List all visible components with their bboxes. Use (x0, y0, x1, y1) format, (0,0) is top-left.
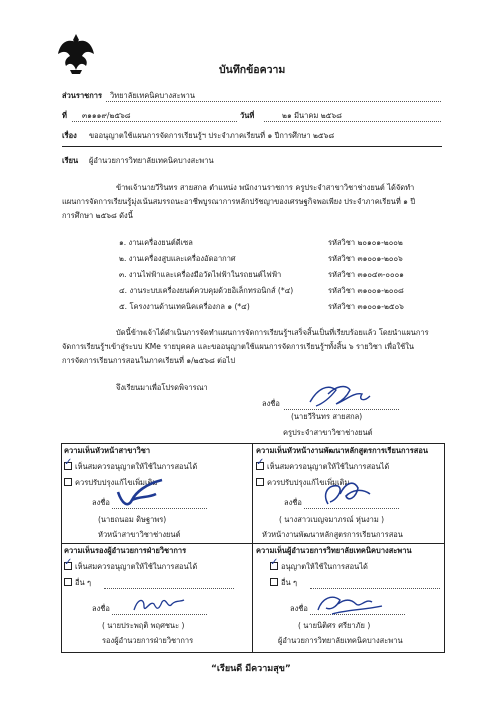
course-code: รหัสวิชา ๒๐๑๐๑-๒๐๐๒ (328, 238, 403, 247)
approve-checkbox[interactable] (270, 557, 279, 570)
approve-option-label: เห็นสมควรอนุญาตให้ใช้ในการสอนได้ (75, 562, 198, 571)
signer-position: หัวหน้าสาขาวิชาช่างยนต์ (98, 530, 181, 539)
opinion-heading: ความเห็นรองผู้อำนวยการฝ่ายวิชาการ (64, 546, 187, 555)
para1-line1: ข้าพเจ้านายวีรินทร สายสกล ตำแหน่ง พนักงานราชการ ครูประจำสาขาวิชาช่างยนต์ ได้จัดทำ (116, 183, 415, 192)
signer-name: ( นางสาวเบญจมาภรณ์ หุ่นงาม ) (279, 515, 385, 524)
course-code: รหัสวิชา ๓๑๐๔๓-๐๐๐๑ (328, 270, 404, 279)
doc-number-value: ๓๑๑๑๙/๒๕๖๘ (82, 111, 131, 120)
course-item: ๔. งานระบบเครื่องยนต์ควบคุมด้วยอิเล็กทรอนิกส์ (*๔) (119, 286, 294, 295)
dept-label: ส่วนราชการ (62, 91, 103, 100)
to-label: เรียน (62, 156, 79, 165)
sign-label: ลงชื่อ (284, 498, 302, 507)
sign-label: ลงชื่อ (262, 399, 280, 408)
approve-option-label: อนุญาตให้ใช้ในการสอนได้ (281, 562, 368, 571)
approve-checkbox[interactable] (64, 457, 73, 470)
handwritten-signature-icon (312, 590, 388, 618)
para2-line1: บัดนี้ข้าพเจ้าได้ดำเนินการจัดทำแผนการจัดการเรียนรู้ฯเสร็จสิ้นเป็นที่เรียบร้อยแล้ว โดยนำแผนการ (116, 328, 429, 337)
para2-line2: จัดการเรียนรู้ฯเข้าสู่ระบบ KMe รายบุคคล และขออนุญาตใช้แผนการจัดการเรียนรู้ฯทั้งสิ้น ๖ รายวิชา เพื่อใช้ใน (62, 342, 415, 351)
checkmark-icon: ✓ (270, 557, 279, 568)
course-item: ๕. โครงงานด้านเทคนิคเครื่องกล ๑ (*๔) (119, 302, 250, 311)
para2-line3: การจัดการเรียนการสอนในภาคเรียนที่ ๑/๒๕๖๘ ต่อไป (62, 356, 236, 365)
handwritten-signature-icon (318, 476, 378, 510)
course-item: ๒. งานเครื่องสูบและเครื่องอัดอากาศ (119, 254, 236, 263)
handwritten-signature-icon (130, 592, 190, 618)
signer-position: หัวหน้างานพัฒนาหลักสูตรการเรียนการสอน (262, 530, 403, 539)
approve-option-label: เห็นสมควรอนุญาตให้ใช้ในการสอนได้ (267, 462, 390, 471)
approve-checkbox[interactable] (64, 557, 73, 570)
handwritten-signature-icon (306, 380, 376, 412)
course-item: ๓. งานไฟฟ้าและเครื่องมือวัดไฟฟ้าในรถยนต์ไฟฟ้า (119, 270, 282, 279)
closing-text: จึงเรียนมาเพื่อโปรดพิจารณา (116, 383, 208, 392)
signer-position: รองผู้อำนวยการฝ่ายวิชาการ (102, 636, 194, 645)
subject-label: เรื่อง (62, 131, 77, 140)
opinion-heading: ความเห็นหัวหน้างานพัฒนาหลักสูตรการเรียนการสอน (256, 446, 428, 455)
sign-label: ลงชื่อ (92, 498, 110, 507)
opinion-heading: ความเห็นหัวหน้าสาขาวิชา (64, 446, 151, 455)
para1-line2: แผนการจัดการเรียนรู้มุ่งเน้นสมรรถนะอาชีพบูรณาการหลักปรัชญาของเศรษฐกิจพอเพียง ประจำภาคเรียนที่ ๑ ปี (62, 197, 416, 206)
approve-option-label: เห็นสมควรอนุญาตให้ใช้ในการสอนได้ (75, 462, 198, 471)
signer-name: ( นายประพฤติ พฤศชนะ ) (102, 621, 185, 630)
course-code: รหัสวิชา ๓๑๐๐๑-๒๕๐๖ (328, 302, 404, 311)
course-code: รหัสวิชา ๓๑๐๐๑-๒๐๐๖ (328, 254, 403, 263)
signer-name: ( นายนิติศร ศรียาภัย ) (298, 621, 371, 630)
course-item: ๑. งานเครื่องยนต์ดีเซล (119, 238, 193, 247)
checkmark-icon: ✓ (256, 457, 265, 468)
doc-number-label: ที่ (62, 111, 67, 120)
other-option-label: อื่น ๆ (75, 578, 92, 587)
sign-label: ลงชื่อ (290, 604, 308, 613)
course-code: รหัสวิชา ๓๑๐๐๑-๒๐๐๘ (328, 286, 404, 295)
date-value: ๒๑ มีนาคม ๒๕๖๘ (282, 111, 342, 120)
other-option-label: อื่น ๆ (281, 578, 298, 587)
handwritten-signature-icon (112, 478, 172, 512)
signer-position: ผู้อำนวยการวิทยาลัยเทคนิคบางสะพาน (278, 636, 403, 645)
dept-value: วิทยาลัยเทคนิคบางสะพาน (110, 91, 195, 100)
footer-motto: “เรียนดี มีความสุข” (211, 664, 291, 674)
opinion-heading: ความเห็นผู้อำนวยการวิทยาลัยเทคนิคบางสะพาน (256, 546, 412, 555)
signer-position: ครูประจำสาขาวิชาช่างยนต์ (283, 428, 373, 437)
revise-checkbox[interactable] (256, 478, 264, 486)
revise-option-label: ควรปรับปรุงแก้ไขเพิ่มเติม (75, 478, 158, 487)
revise-checkbox[interactable] (64, 478, 72, 486)
date-label: วันที่ (240, 111, 255, 120)
to-value: ผู้อำนวยการวิทยาลัยเทคนิคบางสะพาน (89, 156, 214, 165)
sign-label: ลงชื่อ (92, 604, 110, 613)
revise-option-label: ควรปรับปรุงแก้ไขเพิ่มเติม (267, 478, 350, 487)
para1-line3: การศึกษา ๒๕๖๘ ดังนี้ (62, 211, 133, 220)
subject-value: ขออนุญาตใช้แผนการจัดการเรียนรู้ฯ ประจำภาคเรียนที่ ๑ ปีการศึกษา ๒๕๖๘ (89, 131, 335, 140)
signer-name: (นายวีรินทร สายสกล) (291, 412, 363, 421)
other-checkbox[interactable] (64, 578, 72, 586)
signer-name: (นายถนอม ดิษฐาพร) (98, 515, 167, 524)
checkmark-icon: ✓ (64, 557, 73, 568)
approve-checkbox[interactable] (256, 457, 265, 470)
memo-title: บันทึกข้อความ (219, 64, 286, 76)
other-checkbox[interactable] (270, 578, 278, 586)
garuda-emblem-icon (56, 30, 96, 76)
checkmark-icon: ✓ (64, 457, 73, 468)
